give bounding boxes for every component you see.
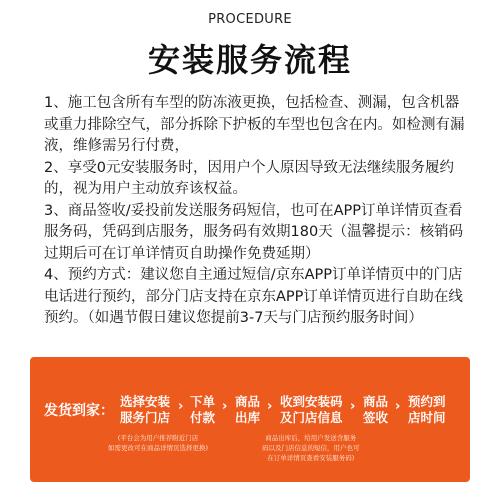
flow-note-line: 码以及门店信息的短信，用户也可 <box>262 444 360 452</box>
flow-note-store <box>108 433 208 453</box>
flow-step-sign <box>363 394 388 426</box>
term-paragraph: 2、享受0元安装服务时，因用户个人原因导致无法继续服务履约的，视为用户主动放弃该权益。 <box>44 159 454 197</box>
flow-step-line: 及门店信息 <box>280 410 343 425</box>
flow-arrow-icon: › <box>395 399 401 414</box>
term-paragraph: 3、商品签收/妥投前发送服务码短信，也可在APP订单详情页查看服务码，凭码到店服务，服务码有效期180天（温馨提示：核销码过期后可在订单详情页自助操作免费延期） <box>44 202 464 262</box>
flow-step-line: 商品 <box>363 394 389 409</box>
page-title: 安装服务流程 <box>147 41 352 79</box>
flow-step-receive-code <box>280 394 343 426</box>
section-eyebrow: PROCEDURE <box>208 12 292 27</box>
flow-step-line: 商品 <box>235 394 261 409</box>
flow-step-ship <box>235 394 260 426</box>
flow-arrow-icon: › <box>350 399 356 414</box>
flow-note-line: 如需更改可在商品详情页选择更换) <box>108 444 209 452</box>
flow-step-line: 店时间 <box>408 410 446 425</box>
flow-step-line: 出库 <box>235 410 261 425</box>
flow-arrow-icon: › <box>178 399 184 414</box>
flow-step-line: 下单 <box>190 394 216 409</box>
flow-step-line: 签收 <box>363 410 389 425</box>
term-paragraph: 1、施工包含所有车型的防冻液更换，包括检查、测漏，包含机器或重力排除空气，部分拆除下护板的车型也包含在内。如检测有漏液，维修需另行付费， <box>44 95 465 154</box>
flow-note-line: 商品出库后，给用户发送含服务 <box>265 434 357 442</box>
flow-step-line: 服务门店 <box>120 410 171 425</box>
flow-step-line: 付款 <box>190 410 216 425</box>
service-terms <box>44 93 470 330</box>
flow-step-line: 预约到 <box>408 394 446 409</box>
flow-arrow-icon: › <box>267 399 273 414</box>
flow-arrow-icon: › <box>222 399 228 414</box>
flow-step-line: 选择安装 <box>120 394 171 409</box>
flow-step-line: 收到安装码 <box>280 394 343 409</box>
flow-step-select-store <box>120 394 170 426</box>
flow-note-line: (平台会为用户推荐附近门店 <box>117 434 199 442</box>
flow-step-book <box>408 394 446 426</box>
flow-note-code <box>262 433 360 463</box>
term-paragraph: 4、预约方式：建议您自主通过短信/京东APP订单详情页中的门店电话进行预约，部分门店支持在京东APP订单详情页进行自助在线预约。（如遇节假日建议您提前3-7天与门店预约服务时间） <box>44 267 463 326</box>
flow-lead-label: 发货到家： <box>44 403 114 419</box>
flow-note-line: 在订单详情页查看安装服务码) <box>267 454 355 462</box>
flow-step-pay <box>190 394 215 426</box>
service-flow-panel <box>30 357 470 482</box>
